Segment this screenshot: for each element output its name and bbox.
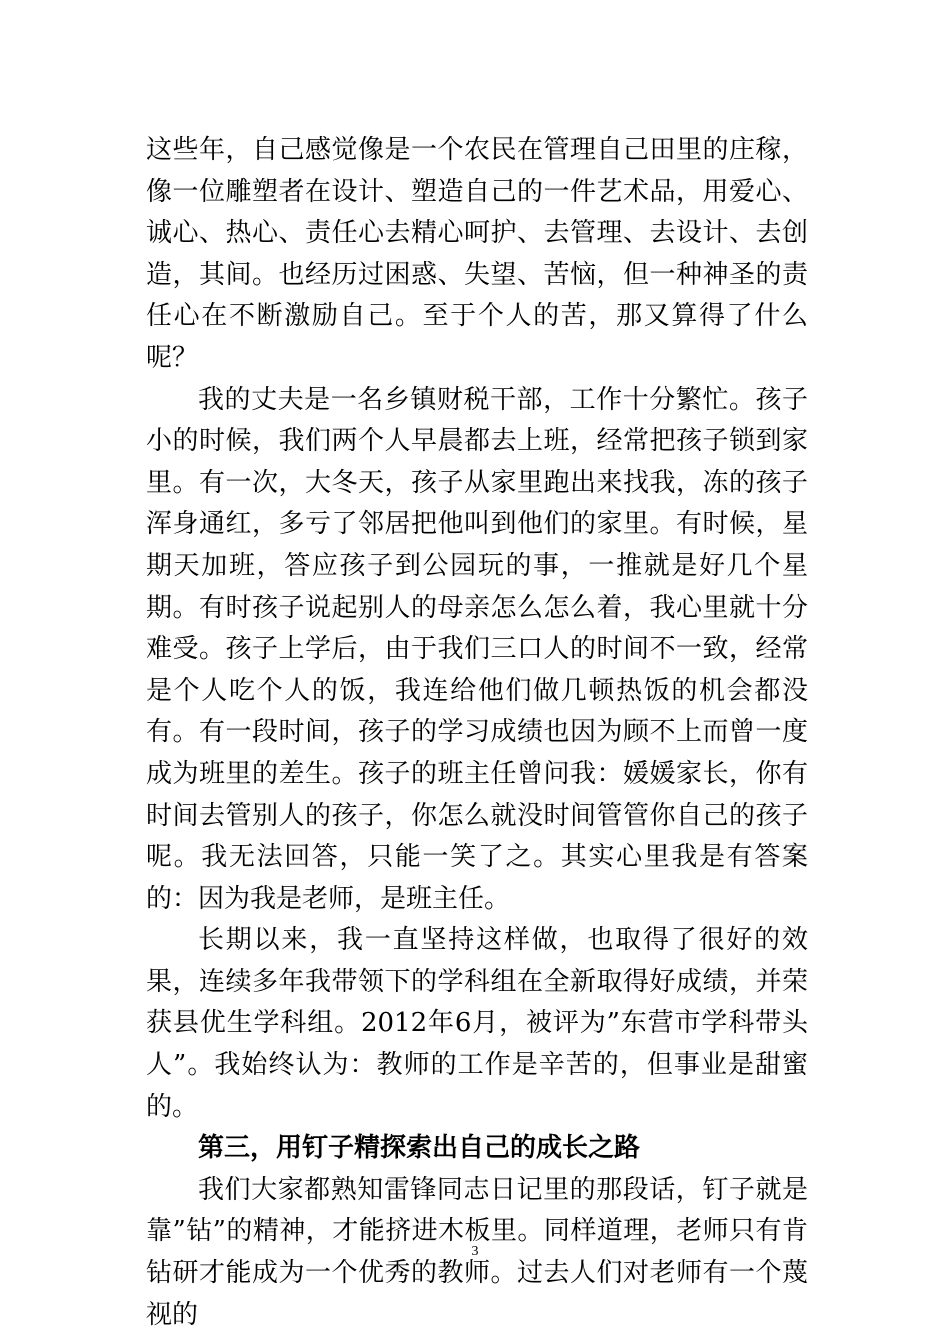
section-heading: 第三，用钉子精探索出自己的成长之路: [198, 1133, 641, 1164]
paragraph-husband: 我的丈夫是一名乡镇财税干部，工作十分繁忙。孩子小的时候，我们两个人早晨都去上班，经常把孩子锁到家里。有一次，大冬天，孩子从家里跑出来找我，冻的孩子浑身通红，多亏了邻居把他叫到他们的家里。有时候，星期天加班，答应孩子到公园玩的事，一推就是好几个星期。有时孩子说起别人的母亲怎么怎么着，我心里就十分难受。孩子上学后，由于我们三口人的时间不一致，经常是个人吃个人的饭，我连给他们做几顿热饭的机会都没有。有一段时间，孩子的学习成绩也因为顾不上而曾一度成为班里的差生。孩子的班主任曾问我：媛媛家长，你有时间去管别人的孩子，你怎么就没时间管管你自己的孩子呢。我无法回答，只能一笑了之。其实心里我是有答案的：因为我是老师，是班主任。: [146, 384, 808, 914]
paragraph-continuation: 这些年，自己感觉像是一个农民在管理自己田里的庄稼，像一位雕塑者在设计、塑造自己的一件艺术品，用爱心、诚心、热心、责任心去精心呵护、去管理、去设计、去创造，其间。也经历过困惑、失望、苦恼，但一种神圣的责任心在不断激励自己。至于个人的苦，那又算得了什么呢？: [146, 135, 808, 373]
paragraph-achievements: 长期以来，我一直坚持这样做，也取得了很好的效果，连续多年我带领下的学科组在全新取得好成绩，并荣获县优生学科组。2012年6月，被评为”东营市学科带头人”。我始终认为：教师的工作是辛苦的，但事业是甜蜜的。: [146, 925, 808, 1122]
paragraph-nail-spirit: 我们大家都熟知雷锋同志日记里的那段话，钉子就是靠”钻”的精神，才能挤进木板里。同样道理，老师只有肯钻研才能成为一个优秀的教师。过去人们对老师有一个蔑视的: [146, 1174, 808, 1330]
page-number: 3: [471, 1244, 479, 1259]
document-body: [146, 130, 808, 1336]
